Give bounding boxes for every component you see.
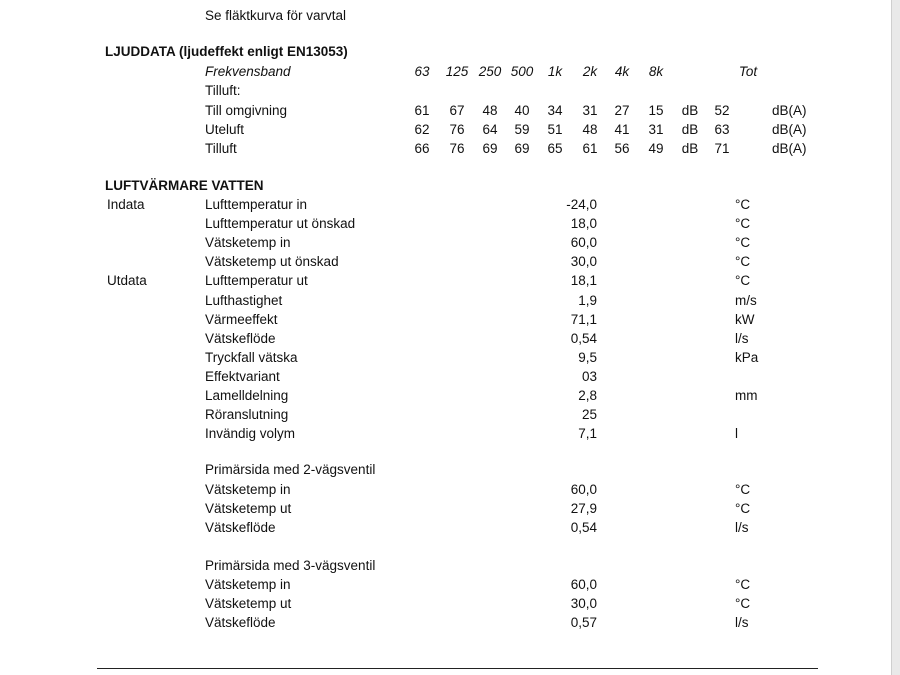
heater-row-value: 60,0	[570, 577, 597, 592]
sound-value: 41	[614, 122, 630, 137]
indata-label: Indata	[107, 197, 145, 212]
heater-row-label: Vätsketemp ut	[205, 596, 292, 612]
band-label: Frekvensband	[205, 64, 291, 79]
sound-unit: dB	[681, 141, 699, 156]
heater-row-value: 18,1	[570, 273, 597, 289]
heater-row-unit: °C	[735, 254, 751, 270]
sound-value: 51	[547, 122, 563, 137]
band-header: 8k	[648, 64, 664, 79]
heater-row-label: Lamelldelning	[205, 388, 289, 403]
band-header: 2k	[582, 64, 598, 79]
heater-row-unit: °C	[735, 235, 751, 251]
band-header: 4k	[614, 64, 630, 79]
sound-value: 31	[648, 122, 664, 137]
heater-row-label: Lufttemperatur ut	[205, 273, 308, 289]
band-header: 500	[510, 64, 534, 79]
heater-row-value: 71,1	[570, 311, 597, 327]
sound-value: 61	[414, 103, 430, 118]
utdata-label: Utdata	[107, 273, 147, 288]
sound-value: 40	[514, 103, 530, 118]
heater-row-unit: °C	[735, 596, 751, 612]
primary3-title: Primärsida med 3-vägsventil	[205, 558, 376, 573]
heater-row-label: Vätsketemp in	[205, 235, 291, 251]
band-header: 1k	[547, 64, 563, 79]
heater-row-value: 60,0	[570, 482, 597, 497]
heater-row-label: Röranslutning	[205, 407, 289, 423]
sound-value: 27	[614, 103, 630, 118]
heater-row-label: Vätskeflöde	[205, 330, 276, 346]
heater-row-unit: l/s	[735, 520, 749, 536]
heater-row-unit: °C	[735, 577, 751, 592]
heater-row-label: Lufthastighet	[205, 292, 283, 308]
tot-label: Tot	[738, 64, 758, 79]
heater-row-value: 1,9	[578, 292, 597, 308]
heater-row-unit: °C	[735, 216, 751, 232]
sound-value: 67	[449, 103, 465, 118]
sound-row-label: Uteluft	[205, 122, 245, 137]
sound-value: 34	[547, 103, 563, 118]
sound-value: 62	[414, 122, 430, 137]
sound-value: 76	[449, 141, 465, 156]
heater-row-value: 27,9	[570, 501, 597, 517]
heater-row-label: Vätsketemp in	[205, 577, 291, 592]
heater-row-value: 7,1	[578, 426, 597, 442]
heater-row-unit: °C	[735, 197, 751, 212]
sound-value: 64	[482, 122, 498, 137]
sound-value: 65	[547, 141, 563, 156]
heater-row-unit: m/s	[735, 292, 757, 308]
sound-value: 56	[614, 141, 630, 156]
heater-row-unit: l/s	[735, 615, 749, 631]
heater-row-value: -24,0	[566, 197, 597, 212]
sound-value: 48	[582, 122, 598, 137]
heater-row-value: 0,54	[570, 520, 597, 536]
heater-row-label: Värmeeffekt	[205, 311, 278, 327]
heater-row-value: 2,8	[578, 388, 597, 403]
band-header: 63	[414, 64, 430, 79]
heater-row-label: Effektvariant	[205, 368, 280, 384]
heater-row-unit: °C	[735, 501, 751, 517]
sound-section-title: LJUDDATA (ljudeffekt enligt EN13053)	[105, 44, 348, 59]
primary2-title: Primärsida med 2-vägsventil	[205, 462, 376, 477]
heater-row-value: 18,0	[570, 216, 597, 232]
sound-value: 59	[514, 122, 530, 137]
heater-row-unit: kW	[735, 311, 755, 327]
heater-row-unit: l	[735, 426, 738, 442]
sound-row-label: Tilluft	[205, 141, 237, 156]
heater-row-unit: l/s	[735, 330, 749, 346]
heater-row-label: Lufttemperatur in	[205, 197, 308, 212]
sound-tot-unit: dB(A)	[772, 103, 807, 118]
heater-row-label: Vätsketemp in	[205, 482, 291, 497]
heater-row-value: 03	[581, 368, 597, 384]
heater-row-value: 9,5	[578, 349, 597, 365]
heater-row-label: Tryckfall vätska	[205, 349, 298, 365]
fan-curve-note: Se fläktkurva för varvtal	[205, 8, 347, 23]
heater-row-unit: kPa	[735, 349, 759, 365]
sound-unit: dB	[681, 103, 699, 118]
sound-value: 15	[648, 103, 664, 118]
bottom-divider	[97, 668, 818, 669]
sound-value: 66	[414, 141, 430, 156]
heater-row-label: Lufttemperatur ut önskad	[205, 216, 356, 232]
heater-row-value: 0,57	[570, 615, 597, 631]
heater-row-value: 30,0	[570, 254, 597, 270]
sound-value: 48	[482, 103, 498, 118]
heater-row-label: Invändig volym	[205, 426, 296, 442]
heater-row-label: Vätskeflöde	[205, 520, 276, 536]
sound-tot: 71	[714, 141, 730, 156]
heater-row-unit: °C	[735, 482, 751, 497]
heater-section-title: LUFTVÄRMARE VATTEN	[105, 178, 264, 193]
sound-value: 61	[582, 141, 598, 156]
sound-row-label: Till omgivning	[205, 103, 288, 118]
heater-row-value: 25	[581, 407, 597, 423]
sound-tot-unit: dB(A)	[772, 122, 807, 137]
sound-tot-unit: dB(A)	[772, 141, 807, 156]
heater-row-label: Vätsketemp ut önskad	[205, 254, 339, 270]
sound-tot: 52	[714, 103, 730, 118]
heater-row-label: Vätsketemp ut	[205, 501, 292, 517]
band-header: 250	[478, 64, 502, 79]
sound-value: 31	[582, 103, 598, 118]
sound-value: 49	[648, 141, 664, 156]
heater-row-unit: °C	[735, 273, 751, 289]
heater-row-value: 30,0	[570, 596, 597, 612]
heater-row-label: Vätskeflöde	[205, 615, 276, 631]
heater-row-unit: mm	[735, 388, 758, 403]
sound-tot: 63	[714, 122, 730, 137]
band-header: 125	[445, 64, 469, 79]
sound-value: 69	[514, 141, 530, 156]
tilluft-group-label: Tilluft:	[205, 83, 241, 98]
sound-value: 76	[449, 122, 465, 137]
heater-row-value: 0,54	[570, 330, 597, 346]
sound-value: 69	[482, 141, 498, 156]
sound-unit: dB	[681, 122, 699, 137]
heater-row-value: 60,0	[570, 235, 597, 251]
